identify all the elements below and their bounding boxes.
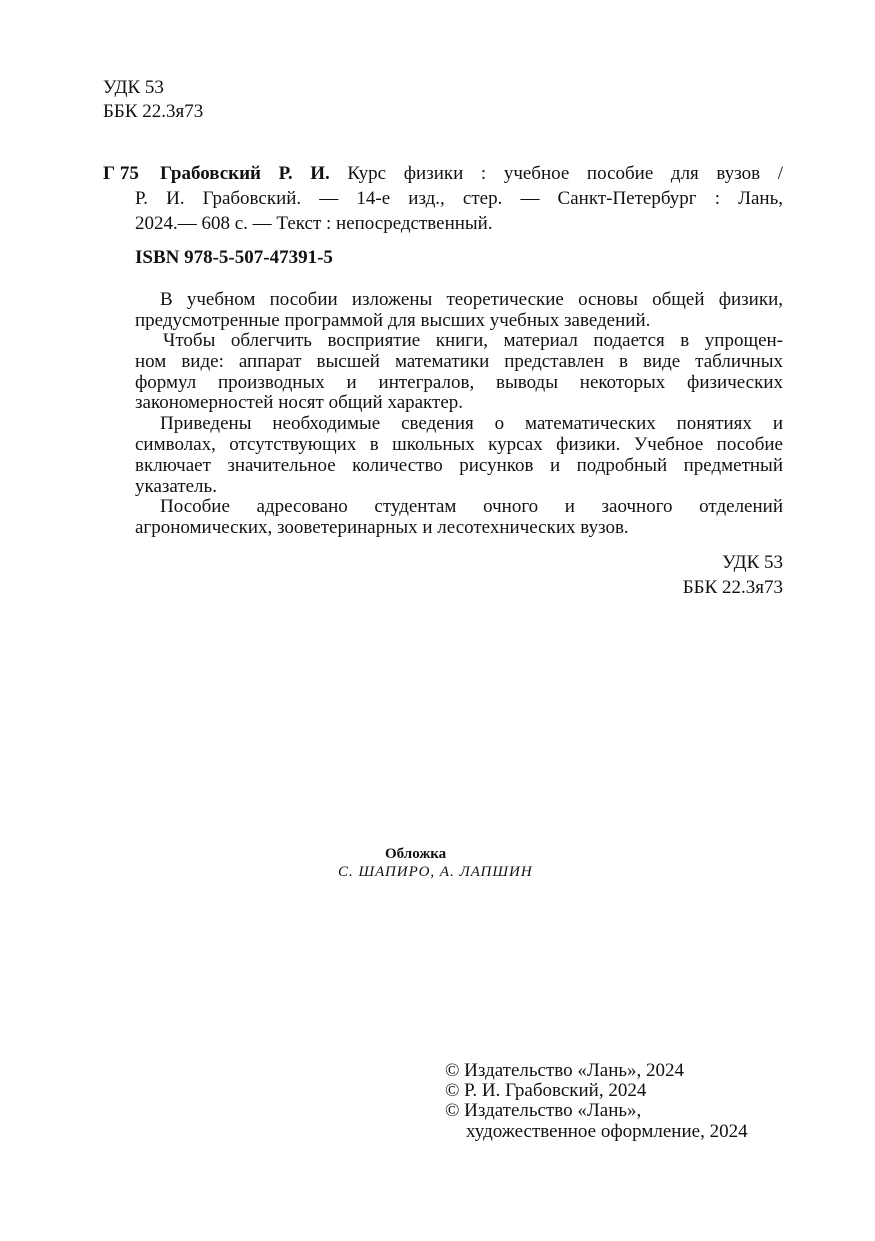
bib-line-2: Р. И. Грабовский. — 14-е изд., стер. — Санкт-Петербург : Лань, bbox=[135, 188, 783, 209]
bib-author: Грабовский Р. И. bbox=[160, 163, 330, 184]
abstract-line: закономерностей носят общий характер. bbox=[135, 392, 464, 413]
abstract-line: указатель. bbox=[135, 476, 217, 497]
bib-title: Курс физики : учебное пособие для вузов / bbox=[347, 163, 784, 184]
abstract-line: включает значительное количество рисунков и подробный предметный bbox=[135, 455, 783, 476]
abstract-line: Пособие адресовано студентам очного и заочного отделений bbox=[160, 496, 783, 517]
bib-line-3: 2024.— 608 с. — Текст : непосредственный. bbox=[135, 213, 493, 234]
isbn: ISBN 978-5-507-47391-5 bbox=[135, 247, 333, 268]
abstract-line: Чтобы облегчить восприятие книги, материал подается в упрощен- bbox=[163, 330, 783, 351]
udk-code-top: УДК 53 bbox=[103, 77, 164, 98]
copyright-line: © Р. И. Грабовский, 2024 bbox=[445, 1080, 647, 1101]
author-mark: Г 75 bbox=[103, 163, 139, 184]
abstract-line: Приведены необходимые сведения о математических понятиях и bbox=[160, 413, 783, 434]
abstract-line: предусмотренные программой для высших учебных заведений. bbox=[135, 310, 651, 331]
abstract-line: символах, отсутствующих в школьных курсах физики. Учебное пособие bbox=[135, 434, 783, 455]
cover-label: Обложка bbox=[385, 846, 447, 862]
abstract-line: В учебном пособии изложены теоретические основы общей физики, bbox=[160, 289, 783, 310]
bib-line-1 bbox=[160, 164, 783, 184]
udk-code-bottom: УДК 53 bbox=[722, 552, 783, 573]
bbk-code-top: ББК 22.3я73 bbox=[103, 101, 204, 122]
abstract-line: формул производных и интегралов, выводы некоторых физических bbox=[135, 372, 783, 393]
copyright-line: художественное оформление, 2024 bbox=[466, 1121, 748, 1142]
abstract-line: ном виде: аппарат высшей математики представлен в виде табличных bbox=[135, 351, 783, 372]
copyright-line: © Издательство «Лань», 2024 bbox=[445, 1060, 685, 1081]
abstract-line: агрономических, зооветеринарных и лесотехнических вузов. bbox=[135, 517, 629, 538]
bbk-code-bottom: ББК 22.3я73 bbox=[682, 577, 783, 598]
cover-designers: С. ШАПИРО, А. ЛАПШИН bbox=[338, 864, 533, 880]
copyright-line: © Издательство «Лань», bbox=[445, 1100, 642, 1121]
